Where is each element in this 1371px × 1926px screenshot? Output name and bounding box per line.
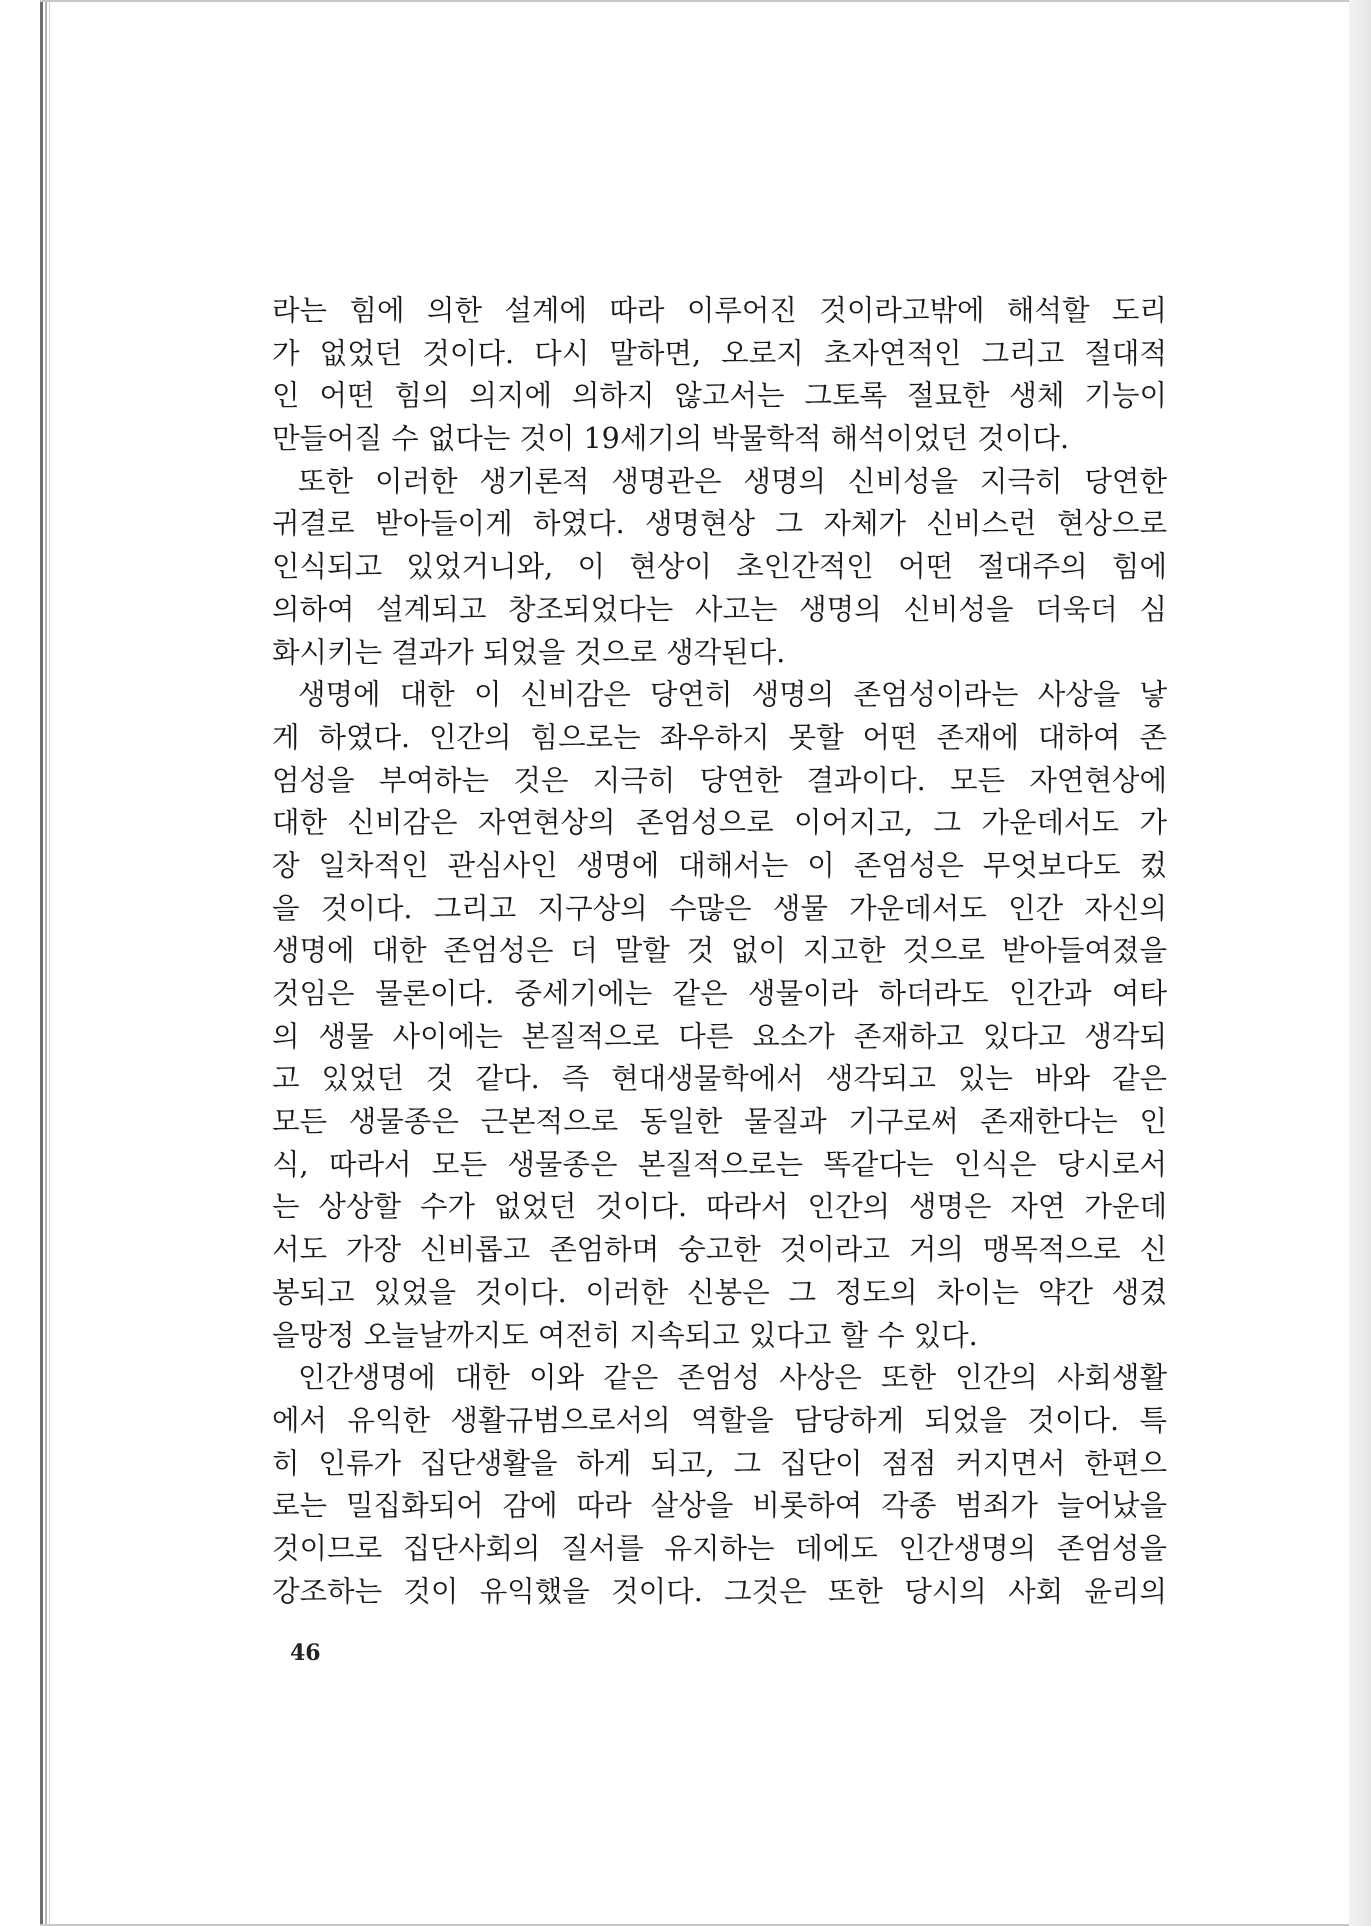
text-line: 을망정 오늘날까지도 여전히 지속되고 있다고 할 수 있다. — [272, 1318, 978, 1352]
text-line: 봉되고 있었을 것이다. 이러한 신봉은 그 정도의 차이는 약간 생겼 — [272, 1275, 1167, 1309]
text-line: 만들어질 수 없다는 것이 19세기의 박물학적 해석이었던 것이다. — [272, 422, 1070, 456]
text-line: 모든 생물종은 근본적으로 동일한 물질과 기구로써 존재한다는 인 — [272, 1105, 1167, 1139]
text-line: 귀결로 받아들이게 하였다. 생명현상 그 자체가 신비스런 현상으로 — [272, 507, 1167, 541]
text-line: 또한 이러한 생기론적 생명관은 생명의 신비성을 지극히 당연한 — [298, 464, 1167, 498]
text-line: 식, 따라서 모든 생물종은 본질적으로는 똑같다는 인식은 당시로서 — [272, 1147, 1167, 1181]
text-line: 의 생물 사이에는 본질적으로 다른 요소가 존재하고 있다고 생각되 — [272, 1019, 1167, 1053]
text-line: 생명에 대한 이 신비감은 당연히 생명의 존엄성이라는 사상을 낳 — [298, 678, 1167, 712]
text-line: 을 것이다. 그리고 지구상의 수많은 생물 가운데서도 인간 자신의 — [272, 891, 1167, 925]
text-line: 서도 가장 신비롭고 존엄하며 숭고한 것이라고 거의 맹목적으로 신 — [272, 1233, 1167, 1267]
page-number: 46 — [290, 1640, 321, 1666]
page-top-edge — [40, 0, 1371, 2]
text-line: 는 상상할 수가 없었던 것이다. 따라서 인간의 생명은 자연 가운데 — [272, 1190, 1167, 1224]
text-line: 장 일차적인 관심사인 생명에 대해서는 이 존엄성은 무엇보다도 컸 — [272, 848, 1167, 882]
text-line: 대한 신비감은 자연현상의 존엄성으로 이어지고, 그 가운데서도 가 — [272, 806, 1167, 840]
text-line: 의하여 설계되고 창조되었다는 사고는 생명의 신비성을 더욱더 심 — [272, 592, 1167, 626]
text-line: 인식되고 있었거니와, 이 현상이 초인간적인 어떤 절대주의 힘에 — [272, 550, 1167, 584]
text-line: 로는 밀집화되어 감에 따라 살상을 비롯하여 각종 범죄가 늘어났을 — [272, 1489, 1167, 1523]
text-line: 엄성을 부여하는 것은 지극히 당연한 결과이다. 모든 자연현상에 — [272, 763, 1167, 797]
text-line: 가 없었던 것이다. 다시 말하면, 오로지 초자연적인 그리고 절대적 — [272, 336, 1167, 370]
text-line: 에서 유익한 생활규범으로서의 역할을 담당하게 되었을 것이다. 특 — [272, 1403, 1167, 1437]
text-line: 것이므로 집단사회의 질서를 유지하는 데에도 인간생명의 존엄성을 — [272, 1531, 1167, 1565]
page-right-shadow — [1349, 0, 1371, 1926]
body-text — [272, 290, 1167, 1613]
text-line: 고 있었던 것 같다. 즉 현대생물학에서 생각되고 있는 바와 같은 — [272, 1062, 1167, 1096]
text-line: 생명에 대한 존엄성은 더 말할 것 없이 지고한 것으로 받아들여졌을 — [272, 934, 1167, 968]
text-line: 화시키는 결과가 되었을 것으로 생각된다. — [272, 635, 786, 669]
page-edge-line — [49, 0, 50, 1926]
text-line: 것임은 물론이다. 중세기에는 같은 생물이라 하더라도 인간과 여타 — [272, 977, 1167, 1010]
text-line: 인 어떤 힘의 의지에 의하지 않고서는 그토록 절묘한 생체 기능이 — [272, 379, 1167, 413]
text-line: 강조하는 것이 유익했을 것이다. 그것은 또한 당시의 사회 윤리의 — [272, 1574, 1167, 1608]
page-edge-line — [45, 0, 47, 1926]
text-line: 인간생명에 대한 이와 같은 존엄성 사상은 또한 인간의 사회생활 — [298, 1361, 1167, 1395]
page-edge-line — [40, 0, 43, 1926]
text-line: 게 하였다. 인간의 힘으로는 좌우하지 못할 어떤 존재에 대하여 존 — [272, 720, 1167, 754]
text-line: 히 인류가 집단생활을 하게 되고, 그 집단이 점점 커지면서 한편으 — [272, 1446, 1167, 1480]
text-line: 라는 힘에 의한 설계에 따라 이루어진 것이라고밖에 해석할 도리 — [272, 294, 1167, 327]
